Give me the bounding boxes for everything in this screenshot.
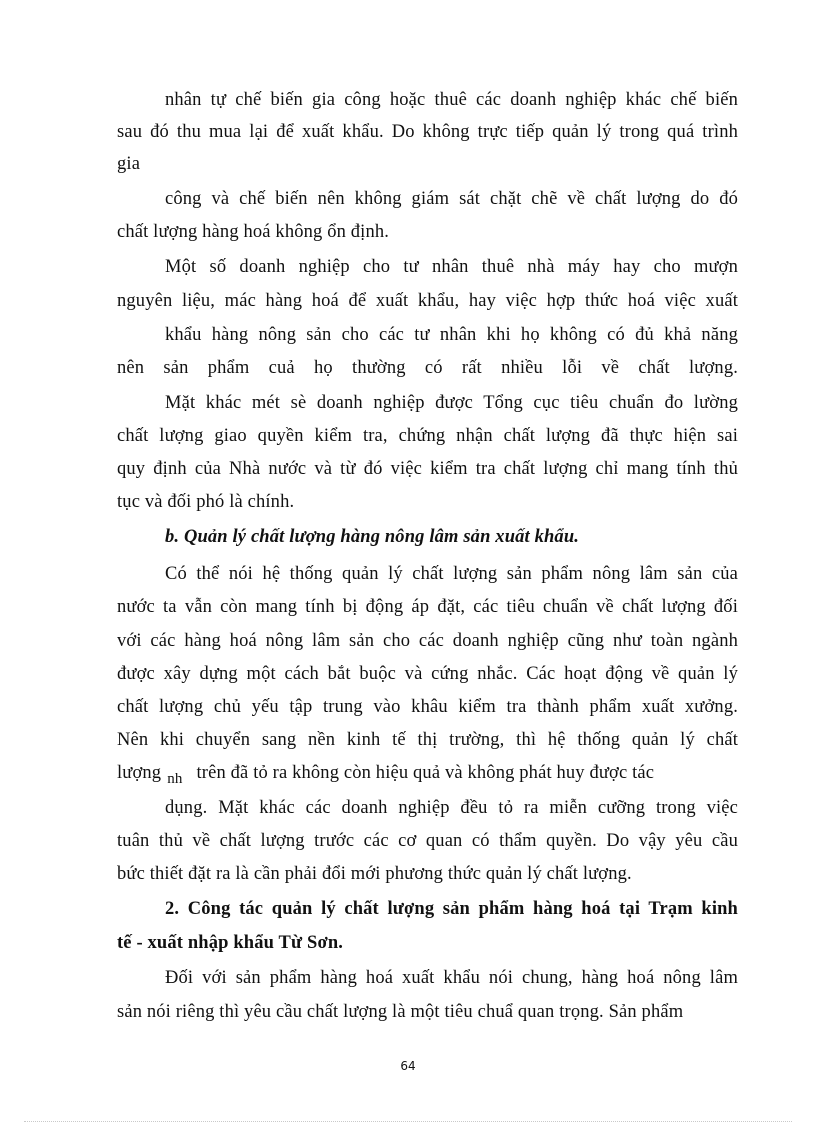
body-text-line: công và chế biến nên không giám sát chặt chẽ về chất lượng do đó xyxy=(165,189,738,209)
body-text-line: Mặt khác mét sè doanh nghiệp được Tổng cục tiêu chuẩn đo lường xyxy=(165,393,738,413)
section-heading-2-cont: tế - xuất nhập khẩu Từ Sơn. xyxy=(117,933,344,953)
section-heading-2: 2. Công tác quản lý chất lượng sản phẩm hàng hoá tại Trạm kinh xyxy=(165,899,738,919)
body-text-line: được xây dựng một cách bắt buộc và cứng nhắc. Các hoạt động về quản lý xyxy=(117,664,738,684)
body-text-line: dụng. Mặt khác các doanh nghiệp đều tỏ ra miễn cưỡng trong việc xyxy=(165,798,738,818)
body-text-line: Một số doanh nghiệp cho tư nhân thuê nhà máy hay cho mượn xyxy=(165,257,738,277)
body-text-line: khẩu hàng nông sản cho các tư nhân khi họ không có đủ khả năng xyxy=(165,325,738,345)
body-text-line: Có thể nói hệ thống quản lý chất lượng sản phẩm nông lâm sản của xyxy=(165,564,738,584)
body-text-line: nhân tự chế biến gia công hoặc thuê các doanh nghiệp khác chế biến xyxy=(165,90,738,110)
page-number: 64 xyxy=(400,1059,416,1073)
body-text-line: chất lượng giao quyền kiểm tra, chứng nhận chất lượng đã thực hiện sai xyxy=(117,426,738,446)
body-text-line: tuân thủ về chất lượng trước các cơ quan có thẩm quyền. Do vậy yêu cầu xyxy=(117,831,738,851)
body-text-line: nguyên liệu, mác hàng hoá để xuất khẩu, hay việc hợp thức hoá việc xuất xyxy=(117,291,738,311)
body-text-line: Đối với sản phẩm hàng hoá xuất khẩu nói chung, hàng hoá nông lâm xyxy=(165,968,738,988)
body-text-line: nên sản phẩm cuả họ thường có rất nhiều lỗi về chất lượng. xyxy=(117,358,738,378)
body-text-line xyxy=(117,762,738,790)
body-text-line: quy định của Nhà nước và từ đó việc kiểm tra chất lượng chỉ mang tính thủ xyxy=(117,459,738,479)
section-heading-b: b. Quản lý chất lượng hàng nông lâm sản xuất khẩu. xyxy=(165,527,580,547)
body-text-line: với các hàng hoá nông lâm sản cho các doanh nghiệp cũng như toàn ngành xyxy=(117,631,738,651)
body-text-line: chất lượng chủ yếu tập trung vào khâu kiểm tra thành phẩm xuất xưởng. xyxy=(117,697,738,717)
stray-fragment: nh xyxy=(167,771,183,787)
body-text-line: nước ta vẫn còn mang tính bị động áp đặt, các tiêu chuẩn về chất lượng đối xyxy=(117,597,738,617)
body-text-line: chất lượng hàng hoá không ổn định. xyxy=(117,222,390,242)
body-text-line: sản nói riêng thì yêu cầu chất lượng là một tiêu chuẩ quan trọng. Sản phẩm xyxy=(117,1002,684,1022)
body-text-line: bức thiết đặt ra là cần phải đổi mới phương thức quản lý chất lượng. xyxy=(117,864,632,884)
body-text-line: tục và đối phó là chính. xyxy=(117,492,295,512)
body-text-line: sau đó thu mua lại để xuất khẩu. Do không trực tiếp quản lý trong quá trình xyxy=(117,122,738,142)
page-edge-divider xyxy=(24,1121,792,1122)
body-text-fragment: lượng xyxy=(117,763,162,783)
body-text-line: Nên khi chuyển sang nền kinh tế thị trường, thì hệ thống quản lý chất xyxy=(117,730,738,750)
body-text-fragment: trên đã tỏ ra không còn hiệu quả và không phát huy được tác xyxy=(196,763,655,783)
body-text-line: gia xyxy=(117,154,141,174)
